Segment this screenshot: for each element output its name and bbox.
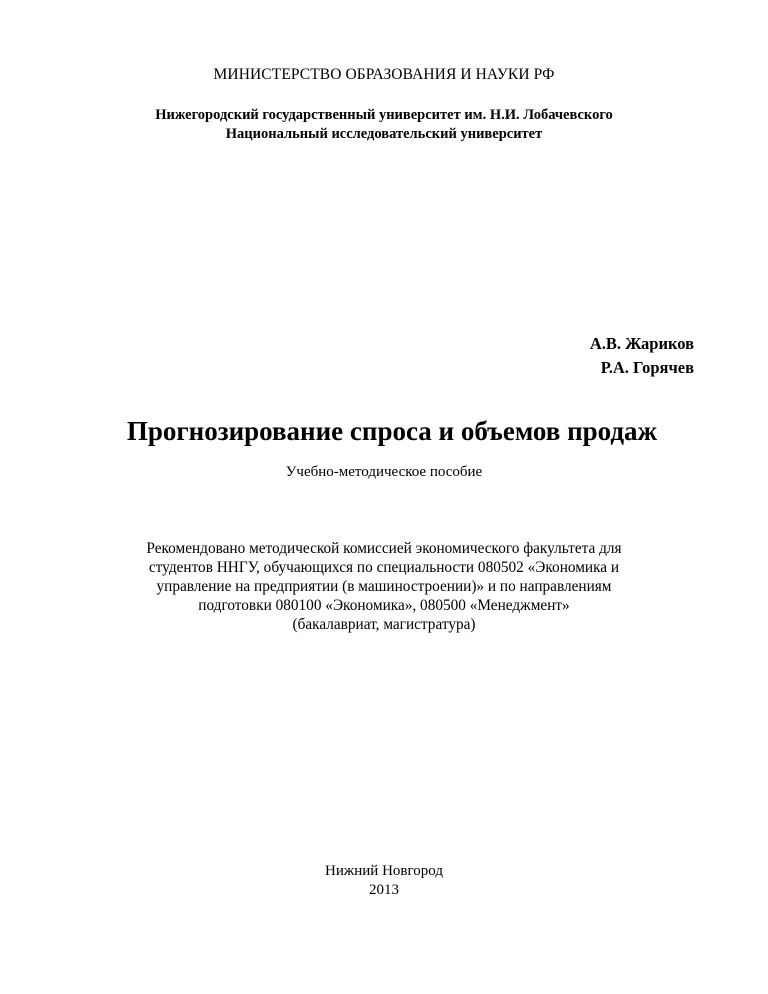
- recommendation-line-5: (бакалавриат, магистратура): [292, 616, 476, 633]
- recommendation-line-4: подготовки 080100 «Экономика», 080500 «Менеджмент»: [198, 597, 570, 614]
- recommendation-line-3: управление на предприятии (в машиностроении)» и по направлениям: [156, 578, 612, 595]
- document-title: Прогнозирование спроса и объемов продаж: [126, 416, 658, 446]
- publication-city: Нижний Новгород: [325, 863, 443, 879]
- ministry-heading: МИНИСТЕРСТВО ОБРАЗОВАНИЯ И НАУКИ РФ: [213, 66, 555, 83]
- recommendation-line-2: студентов ННГУ, обучающихся по специальности 080502 «Экономика и: [148, 559, 620, 576]
- publication-year: 2013: [369, 882, 399, 898]
- university-name: Нижегородский государственный университет им. Н.И. Лобачевского: [155, 107, 613, 123]
- recommendation-line-1: Рекомендовано методической комиссией экономического факультета для: [146, 540, 622, 557]
- document-subtitle: Учебно-методическое пособие: [285, 464, 483, 480]
- author-1: А.В. Жариков: [589, 334, 694, 353]
- university-status: Национальный исследовательский университет: [225, 126, 543, 142]
- author-2: Р.А. Горячев: [600, 358, 694, 377]
